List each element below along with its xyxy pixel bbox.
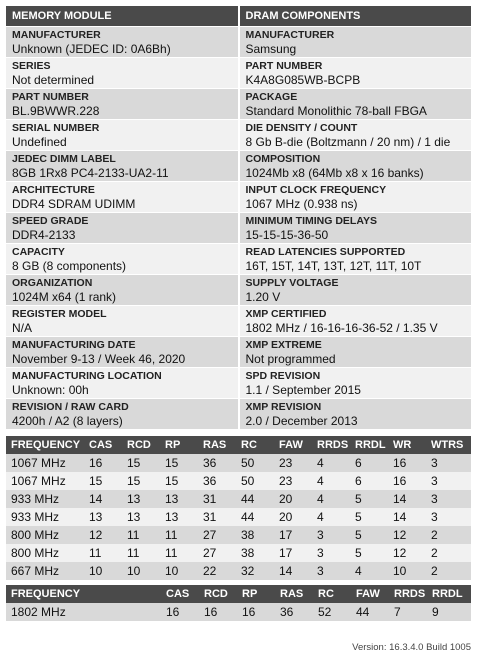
table-row — [6, 472, 471, 490]
column-header: RAS — [198, 436, 236, 454]
field-label: XMP CERTIFIED — [245, 308, 327, 320]
column-header: RC — [313, 585, 351, 603]
column-header: RC — [236, 436, 274, 454]
table-cell: 16 — [161, 603, 199, 621]
table-cell: 14 — [274, 562, 312, 580]
field-value: 1024Mb x8 (64Mb x8 x 16 banks) — [245, 166, 424, 180]
timings-header-row — [6, 436, 471, 454]
field-label: COMPOSITION — [245, 153, 321, 165]
table-cell: 11 — [160, 526, 198, 544]
field-label: SERIAL NUMBER — [12, 122, 100, 134]
field-label: MINIMUM TIMING DELAYS — [245, 215, 377, 227]
dram-field — [240, 399, 472, 430]
column-header: RRDS — [312, 436, 350, 454]
table-cell: 23 — [274, 454, 312, 472]
column-header: WTRS — [426, 436, 471, 454]
table-cell: 20 — [274, 508, 312, 526]
table-cell: 11 — [84, 544, 122, 562]
column-header: CAS — [161, 585, 199, 603]
field-label: READ LATENCIES SUPPORTED — [245, 246, 406, 258]
field-value: Not determined — [12, 73, 95, 87]
table-cell: 3 — [426, 490, 471, 508]
table-cell: 15 — [122, 472, 160, 490]
table-cell: 27 — [198, 544, 236, 562]
field-label: MANUFACTURING DATE — [12, 339, 136, 351]
column-header: RRDL — [350, 436, 388, 454]
table-cell: 15 — [160, 472, 198, 490]
memory-module-list — [6, 27, 238, 430]
field-value: 4200h / A2 (8 layers) — [12, 414, 123, 428]
dram-field — [240, 337, 472, 368]
table-cell: 2 — [426, 544, 471, 562]
field-label: PART NUMBER — [12, 91, 89, 103]
field-value: 1067 MHz (0.938 ns) — [245, 197, 358, 211]
dram-field — [240, 89, 472, 120]
table-cell: 4 — [312, 490, 350, 508]
field-label: XMP REVISION — [245, 401, 322, 413]
table-row — [6, 490, 471, 508]
memory-module-column — [6, 6, 238, 430]
dram-field — [240, 27, 472, 58]
table-cell: 10 — [160, 562, 198, 580]
dram-field — [240, 213, 472, 244]
module-field — [6, 306, 238, 337]
module-field — [6, 275, 238, 306]
table-cell: 2 — [426, 526, 471, 544]
field-value: K4A8G085WB-BCPB — [245, 73, 361, 87]
table-cell: 44 — [236, 490, 274, 508]
table-cell: 16 — [199, 603, 237, 621]
table-cell: 11 — [122, 544, 160, 562]
table-cell: 44 — [351, 603, 389, 621]
table-cell: 52 — [313, 603, 351, 621]
field-label: DIE DENSITY / COUNT — [245, 122, 358, 134]
module-field — [6, 337, 238, 368]
dram-components-column — [240, 6, 472, 430]
column-header: FREQUENCY — [6, 436, 84, 454]
module-field — [6, 213, 238, 244]
column-header: RCD — [122, 436, 160, 454]
module-field — [6, 27, 238, 58]
table-cell: 38 — [236, 526, 274, 544]
table-cell: 12 — [388, 526, 426, 544]
table-row — [6, 454, 471, 472]
dram-field — [240, 306, 472, 337]
table-cell: 5 — [350, 508, 388, 526]
field-label: MANUFACTURER — [12, 29, 101, 41]
table-cell: 31 — [198, 508, 236, 526]
table-cell: 13 — [84, 508, 122, 526]
table-cell: 13 — [122, 490, 160, 508]
table-cell: 11 — [160, 544, 198, 562]
table-cell: 5 — [350, 526, 388, 544]
field-value: 2.0 / December 2013 — [245, 414, 358, 428]
table-cell: 3 — [426, 472, 471, 490]
field-label: SUPPLY VOLTAGE — [245, 277, 339, 289]
table-cell: 13 — [160, 490, 198, 508]
memory-module-header: MEMORY MODULE — [6, 6, 238, 27]
table-cell: 17 — [274, 544, 312, 562]
table-cell: 16 — [84, 454, 122, 472]
module-field — [6, 89, 238, 120]
dram-field — [240, 182, 472, 213]
table-cell: 36 — [275, 603, 313, 621]
table-cell: 31 — [198, 490, 236, 508]
column-header: RAS — [275, 585, 313, 603]
table-cell: 933 MHz — [6, 508, 84, 526]
field-value: 15-15-15-36-50 — [245, 228, 329, 242]
table-cell: 44 — [236, 508, 274, 526]
xmp-table — [6, 585, 471, 621]
dram-field — [240, 120, 472, 151]
table-row — [6, 526, 471, 544]
table-cell: 36 — [198, 454, 236, 472]
dram-components-header: DRAM COMPONENTS — [240, 6, 472, 27]
table-cell: 4 — [312, 472, 350, 490]
table-cell: 3 — [312, 544, 350, 562]
table-row — [6, 603, 471, 621]
field-value: 8GB 1Rx8 PC4-2133-UA2-11 — [12, 166, 169, 180]
xmp-body — [6, 603, 471, 621]
field-label: PACKAGE — [245, 91, 298, 103]
info-columns — [6, 6, 471, 430]
module-field — [6, 58, 238, 89]
table-cell: 15 — [160, 454, 198, 472]
column-header: RP — [160, 436, 198, 454]
module-field — [6, 244, 238, 275]
field-label: SERIES — [12, 60, 51, 72]
field-label: SPD REVISION — [245, 370, 321, 382]
table-cell: 667 MHz — [6, 562, 84, 580]
table-cell: 13 — [122, 508, 160, 526]
field-label: INPUT CLOCK FREQUENCY — [245, 184, 387, 196]
table-cell: 2 — [426, 562, 471, 580]
field-value: Samsung — [245, 42, 297, 56]
field-value: November 9-13 / Week 46, 2020 — [12, 352, 186, 366]
table-cell: 6 — [350, 454, 388, 472]
table-cell: 22 — [198, 562, 236, 580]
field-label: MANUFACTURING LOCATION — [12, 370, 162, 382]
table-cell: 23 — [274, 472, 312, 490]
column-header: FAW — [274, 436, 312, 454]
field-value: 1802 MHz / 16-16-16-36-52 / 1.35 V — [245, 321, 438, 335]
table-row — [6, 562, 471, 580]
dram-components-list — [240, 27, 472, 430]
column-header: FREQUENCY — [6, 585, 161, 603]
column-header: RRDL — [427, 585, 471, 603]
field-value: Unknown (JEDEC ID: 0A6Bh) — [12, 42, 171, 56]
table-cell: 12 — [388, 544, 426, 562]
table-cell: 1067 MHz — [6, 472, 84, 490]
table-cell: 50 — [236, 454, 274, 472]
field-value: Standard Monolithic 78-ball FBGA — [245, 104, 427, 118]
table-cell: 11 — [122, 526, 160, 544]
table-cell: 3 — [426, 508, 471, 526]
field-value: N/A — [12, 321, 33, 335]
field-value: Undefined — [12, 135, 67, 149]
field-value: 1.1 / September 2015 — [245, 383, 361, 397]
dram-field — [240, 368, 472, 399]
field-value: 8 GB (8 components) — [12, 259, 127, 273]
table-cell: 14 — [388, 508, 426, 526]
field-value: 8 Gb B-die (Boltzmann / 20 nm) / 1 die — [245, 135, 451, 149]
table-cell: 16 — [388, 454, 426, 472]
table-cell: 16 — [388, 472, 426, 490]
table-cell: 10 — [84, 562, 122, 580]
field-value: 16T, 15T, 14T, 13T, 12T, 11T, 10T — [245, 259, 422, 273]
field-label: REGISTER MODEL — [12, 308, 107, 320]
column-header: RRDS — [389, 585, 427, 603]
table-cell: 800 MHz — [6, 526, 84, 544]
table-row — [6, 544, 471, 562]
table-cell: 933 MHz — [6, 490, 84, 508]
dram-field — [240, 244, 472, 275]
module-field — [6, 399, 238, 430]
table-cell: 17 — [274, 526, 312, 544]
table-cell: 3 — [312, 526, 350, 544]
table-cell: 32 — [236, 562, 274, 580]
table-cell: 14 — [84, 490, 122, 508]
field-value: 1.20 V — [245, 290, 281, 304]
field-value: Not programmed — [245, 352, 336, 366]
field-value: DDR4-2133 — [12, 228, 76, 242]
table-cell: 800 MHz — [6, 544, 84, 562]
table-cell: 15 — [84, 472, 122, 490]
field-value: 1024M x64 (1 rank) — [12, 290, 117, 304]
dram-field — [240, 151, 472, 182]
spd-report — [6, 6, 471, 621]
field-label: CAPACITY — [12, 246, 65, 258]
field-label: PART NUMBER — [245, 60, 323, 72]
table-cell: 14 — [388, 490, 426, 508]
table-cell: 5 — [350, 544, 388, 562]
table-row — [6, 508, 471, 526]
field-label: SPEED GRADE — [12, 215, 89, 227]
column-header: WR — [388, 436, 426, 454]
field-label: ORGANIZATION — [12, 277, 93, 289]
table-cell: 38 — [236, 544, 274, 562]
timings-table — [6, 436, 471, 580]
module-field — [6, 120, 238, 151]
dram-field — [240, 58, 472, 89]
table-cell: 3 — [312, 562, 350, 580]
module-field — [6, 151, 238, 182]
xmp-header-row — [6, 585, 471, 603]
field-label: JEDEC DIMM LABEL — [12, 153, 116, 165]
field-label: ARCHITECTURE — [12, 184, 95, 196]
field-value: Unknown: 00h — [12, 383, 89, 397]
table-cell: 6 — [350, 472, 388, 490]
table-cell: 10 — [388, 562, 426, 580]
field-value: DDR4 SDRAM UDIMM — [12, 197, 136, 211]
table-cell: 1802 MHz — [6, 603, 161, 621]
module-field — [6, 368, 238, 399]
table-cell: 10 — [122, 562, 160, 580]
table-cell: 50 — [236, 472, 274, 490]
field-label: XMP EXTREME — [245, 339, 322, 351]
table-cell: 27 — [198, 526, 236, 544]
table-cell: 7 — [389, 603, 427, 621]
table-cell: 4 — [312, 454, 350, 472]
table-cell: 3 — [426, 454, 471, 472]
timings-body — [6, 454, 471, 580]
field-label: MANUFACTURER — [245, 29, 335, 41]
column-header: RCD — [199, 585, 237, 603]
field-value: BL.9BWWR.228 — [12, 104, 100, 118]
table-cell: 13 — [160, 508, 198, 526]
table-cell: 9 — [427, 603, 471, 621]
table-cell: 16 — [237, 603, 275, 621]
column-header: CAS — [84, 436, 122, 454]
field-label: REVISION / RAW CARD — [12, 401, 129, 413]
table-cell: 4 — [350, 562, 388, 580]
table-cell: 12 — [84, 526, 122, 544]
table-cell: 15 — [122, 454, 160, 472]
version-label: Version: 16.3.4.0 Build 1005 — [352, 642, 471, 653]
table-cell: 36 — [198, 472, 236, 490]
column-header: RP — [237, 585, 275, 603]
table-cell: 4 — [312, 508, 350, 526]
dram-field — [240, 275, 472, 306]
column-header: FAW — [351, 585, 389, 603]
table-cell: 5 — [350, 490, 388, 508]
table-cell: 20 — [274, 490, 312, 508]
table-cell: 1067 MHz — [6, 454, 84, 472]
module-field — [6, 182, 238, 213]
